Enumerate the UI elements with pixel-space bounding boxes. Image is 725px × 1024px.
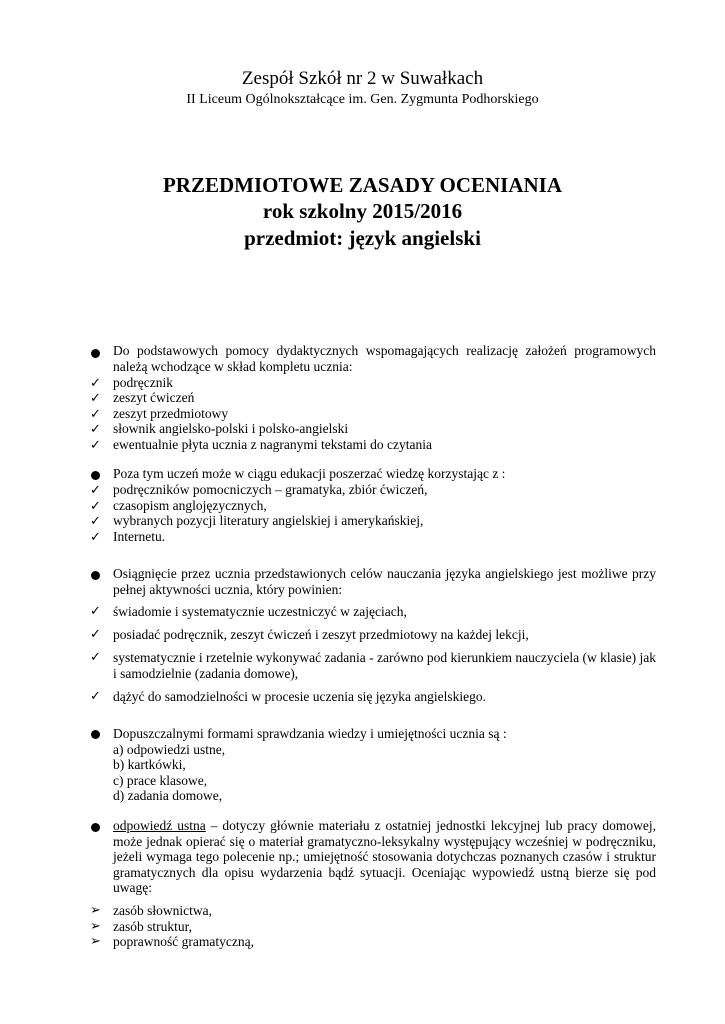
section-3-intro: Osiągnięcie przez ucznia przedstawionych celów nauczania języka angielskiego jest możliwe przy pełnej aktywności ucznia, który powinien: (113, 566, 656, 597)
check-icon: ✓ (90, 437, 101, 452)
list-item: dążyć do samodzielności w procesie uczenia się języka angielskiego. (113, 689, 486, 704)
section-5-text (113, 818, 656, 896)
list-item: posiadać podręcznik, zeszyt ćwiczeń i zeszyt przedmiotowy na każdej lekcji, (113, 627, 529, 642)
list-item: wybranych pozycji literatury angielskiej i amerykańskiej, (113, 513, 424, 528)
arrow-icon: ➢ (90, 902, 101, 917)
check-icon: ✓ (90, 626, 101, 641)
list-item: zasób struktur, (113, 919, 192, 934)
school-name: Zespół Szkół nr 2 w Suwałkach (241, 68, 484, 89)
list-item: świadomie i systematycznie uczestniczyć w zajęciach, (113, 604, 407, 619)
check-icon: ✓ (90, 421, 101, 436)
list-item: poprawność gramatyczną, (113, 934, 254, 949)
school-year: rok szkolny 2015/2016 (262, 199, 463, 223)
bullet-icon (91, 471, 100, 480)
arrow-icon: ➢ (90, 933, 101, 948)
bullet-icon (91, 349, 100, 358)
check-icon: ✓ (90, 375, 101, 390)
list-item: ewentualnie płyta ucznia z nagranymi tekstami do czytania (113, 437, 432, 452)
check-icon: ✓ (90, 529, 101, 544)
document-title: PRZEDMIOTOWE ZASADY OCENIANIA (162, 173, 563, 197)
list-item: zeszyt przedmiotowy (113, 406, 229, 421)
list-item: a) odpowiedzi ustne, (113, 742, 226, 757)
check-icon: ✓ (90, 390, 101, 405)
list-item: czasopism anglojęzycznych, (113, 498, 267, 513)
section-2-intro: Poza tym uczeń może w ciągu edukacji poszerzać wiedzę korzystając z : (113, 466, 506, 481)
list-item: zasób słownictwa, (113, 903, 212, 918)
list-item: podręczników pomocniczych – gramatyka, zbiór ćwiczeń, (113, 482, 428, 497)
list-item: podręcznik (113, 375, 173, 390)
list-item: zeszyt ćwiczeń (113, 390, 195, 405)
check-icon: ✓ (90, 603, 101, 618)
school-subtitle: II Liceum Ogólnokształcące im. Gen. Zygmunta Podhorskiego (186, 92, 539, 107)
list-item: słownik angielsko-polski i polsko-angielski (113, 421, 349, 436)
section-5-description: – dotyczy głównie materiału z ostatniej jednostki lekcyjnej lub pracy domowej, może jednak opierać się o materiał gramatyczno-leksykalny występujący wcześniej w podręczniku, jeżeli wymaga tego polecenie np.; umiejętność stosowania dotychczas poznanych czasów i struktur gramatycznych dla opisu wydarzenia bądź sytuacji. Oceniając wypowiedź ustną bierze się pod uwagę: (113, 818, 656, 895)
arrow-icon: ➢ (90, 918, 101, 933)
list-item: Internetu. (113, 529, 166, 544)
bullet-icon (91, 823, 100, 832)
bullet-icon (91, 730, 100, 739)
section-1-intro: Do podstawowych pomocy dydaktycznych wspomagających realizację założeń programowych należą wchodzące w skład kompletu ucznia: (113, 343, 656, 374)
check-icon: ✓ (90, 688, 101, 703)
subject: przedmiot: język angielski (244, 226, 481, 250)
check-icon: ✓ (90, 498, 101, 513)
check-icon: ✓ (90, 482, 101, 497)
check-icon: ✓ (90, 649, 101, 664)
term-oral-answer: odpowiedź ustna (113, 818, 206, 833)
list-item: b) kartkówki, (113, 757, 186, 772)
check-icon: ✓ (90, 513, 101, 528)
list-item: c) prace klasowe, (113, 773, 208, 788)
list-item: systematycznie i rzetelnie wykonywać zadania - zarówno pod kierunkiem nauczyciela (w klasie) jak i samodzielnie (zadania domowe), (113, 650, 656, 681)
list-item: d) zadania domowe, (113, 788, 223, 803)
bullet-icon (91, 571, 100, 580)
section-4-intro: Dopuszczalnymi formami sprawdzania wiedzy i umiejętności ucznia są : (113, 726, 507, 741)
check-icon: ✓ (90, 406, 101, 421)
